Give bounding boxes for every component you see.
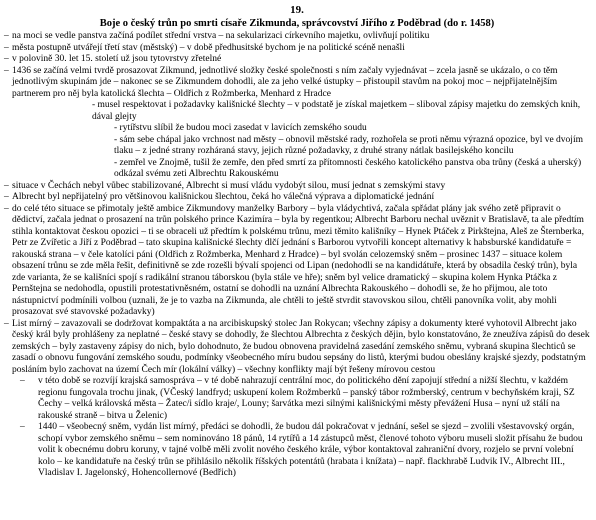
paragraph: – do celé této situace se přimotaly ještě ambice Zikmundovy manželky Barbory – byla vládychtivá, začala spřádat plány jak svého zetě připravit o dědictví, začala jednat o prosazení na trůn polského prince Kazimíra – byla by regentkou; Albrecht Barboru nechal uvěznit v Bratislavě, ta ale předtím stihla kontaktovat českou opozici – ti se obraceli už předtím k polskému trůnu, mezi těmito kališníky – Hynek Ptáček z Pirkštejna, Aleš ze Šternberka, Petr ze Zvířetic a Jiří z Poděbrad – tato skupina kališnické šlechty dlčí jednání s Barborou vytvořili koncept alternativy k habsburské kandidatuře = rakouská strana – v čele katolíci páni (Oldřich z Rožmberka, Menhard z Hradce) – byl svolán celozemský sněm – prosinec 1437 – situace kolem obsazení trůnu se zde měla řešit, definitivně se zde rozešli bývalí spojenci od Lipan (nedohodli se na kandidátuře, která by obsadila český trůn), byla zde varianta, že se kališníci spojí s radikální stranou táborskou (byla stále ve hře); sněm byl velice dramatický – skupina kolem Hynka Ptáčka z Pernštejna se nedohodla, opustili protestativněsném, ostatní se dohodli na uznání Albrechta Rakouského – dohodli se, že ho přijmou, ale toto nástupnictví podmínili volbou (uznali, že je to vazba na Zikmunda, ale chtěli to ještě stvrdit stavovskou silou, chtěli panovníka volit, aby mohli prosazovat své stavovské požadavky) [4,204,590,319]
paragraph: – města postupně utvářejí třetí stav (městský) – v době předhusitské bychom je na politické scéně nenašli [4,43,590,55]
paragraph: – situace v Čechách nebyl vůbec stabilizované, Albrecht si musí vládu vydobýt silou, musí jednat s zemskými stavy [4,181,590,193]
sub-paragraph: - rytířstvu slíbil že budou moci zasedat v lavicích zemského soudu [114,123,367,133]
bullet-paragraph: – 1440 – všeobecný sněm, vydán list mírný, předáci se dohodli, že budou dál pokračovat v jednání, sešel se sjezd – zvolili všestavovský orgán, schopí vybor zemského sněmu – sem nominováno 18 pánů, 14 rytířů a 14 zástupců měst, členové tohoto výboru museli složit přísahu že budou volit k obecnému dobru koruny, v tajné volbě měli zvolit nového českého krále, výbor kontaktoval zahraniční dvory, rozjelo se první volební kolo – ke kandidatuře na český trůn se přihlásilo několik říšských potentátů (hrabata i knížata) – např. flackhrabě Ludvik IV., Albrecht III., Vladislav I. Jagelonský, Hohencollernové (Bedřich) [4,422,590,480]
paragraph: – List mírný – zavazovali se dodržovat kompaktáta a na arcibiskupský stolec Jan Rokycan; všechny zápisy a dokumenty které vyhotovil Albrecht jako český král byly prohlášeny za neplatné – české stavy se dohodly, že šlechtou Albrechta z českých dějin, bylo konstatováno, že zneužíva zápisů do desek zemských – byly zastaveny zápisy do nich, bylo dohodnuto, že budou obnovena pravidelná zasedání zemského sněmu, vybraná skupina šlechticů se zasadí o obnovu fungování zemského soudu, podmínky všeobecného míru budou sepsány do listů, kterými budou obeslány krajské sjezdy, podstatným posláním bylo zachovat na území Čech mír (lokální války) – všechny konflikty mají být řešeny mírovou cestou [4,319,590,377]
paragraph: – v polovině 30. let 15. století už jsou tytovrstvy zřetelné [4,54,590,66]
section-number: 19. [290,4,304,16]
page-title: Boje o český trůn po smrti císaře Zikmunda, správcovství Jiřího z Poděbrad (do r. 1458) [99,18,495,29]
paragraph: – na moci se vedle panstva začíná podílet střední vrstva – na sekularizaci církevního majetku, ovlivňují politiku [4,31,590,43]
paragraph: – 1436 se začíná velmi tvrdě prosazovat Zikmund, jednotlivé složky české společnosti s ním začaly vyjednávat – zcela jasně se ukázalo, o co těm jednotlivým skupinám jde – nakonec se se Zikmundem dohodli, ale za jeho velké ústupky – přistoupil stavům na pokoj moc – nejpřijatelnějším partnerem pro něj byla katolická šlechta – Oldřich z Rožmberka, Menhard z Hradce [4,66,590,101]
sub-paragraph: - zemřel ve Znojmě, tušil že zemře, den před smrtí za přítomnosti českého katolického panstva oba trůny (česká a uherský) odkázal svému zeti Albrechtu Rakouskému [114,157,582,179]
bullet-paragraph: – v této době se rozvíjí krajská samospráva – v té době nahrazují centrální moc, do politického dění zapojují střední a nižší šlechtu, v každém regionu fungovala trochu jinak, (VČeský landfryd; uskupení kolem Rožmberků – panský tábor rožmberský, centrum v bechyňském kraji, SZ Čechy – velká královská města – Žatec/i sídlo kraje/, Louny; šarvátka mezi silnými kališnickými městy převážení Husa – nyní už stálí na rakouské straně – bitva u Želenic) [4,376,590,422]
sub-paragraph: - musel respektovat i požadavky kališnické šlechty – v podstatě je získal majetkem – sliboval zápisy majetku do zemských knih, dával glejty [92,100,581,122]
sub-paragraph: - sám sebe chápal jako vrchnost nad městy – obnovil městské rady, rozhořela se proti němu výrazná opozice, byl ve dvojím tlaku – z jedné strany rozháraná stavy, jejich různé požadavky, z druhé strany nátlak basilejského koncilu [114,134,583,156]
paragraph: – Albrecht byl nepřijatelný pro většinovou kališnickou šlechtou, čeká ho válečná výprava a diplomatické jednání [4,192,590,204]
